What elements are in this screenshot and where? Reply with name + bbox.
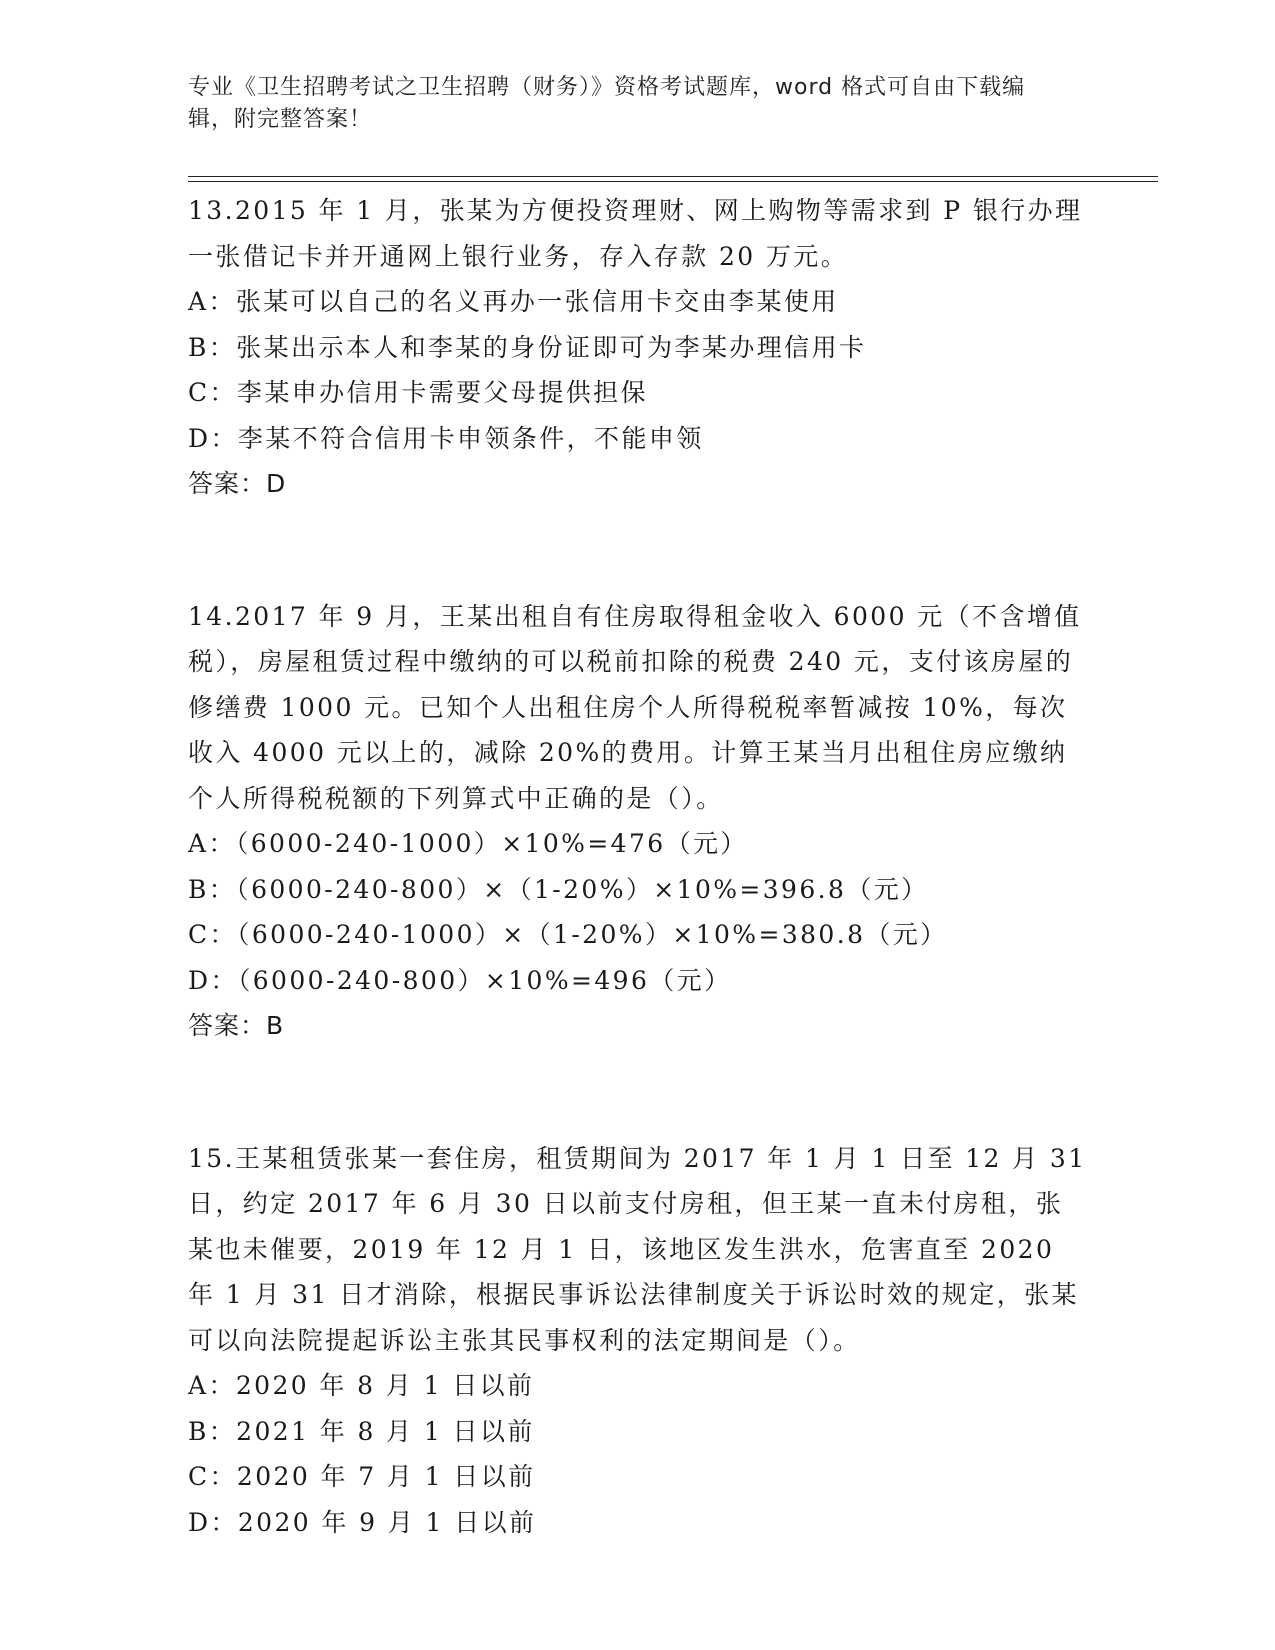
answer-line: 答案：B (188, 1011, 285, 1040)
question-spacer (188, 507, 1088, 594)
question-15 (188, 1136, 1088, 1546)
option-b: B：张某出示本人和李某的身份证即可为李某办理信用卡 (188, 332, 867, 362)
header-divider (188, 176, 1158, 182)
page-header (188, 72, 1068, 136)
header-text: 专业《卫生招聘考试之卫生招聘（财务）》资格考试题库，word 格式可自由下载编辑，附完整答案！ (188, 75, 1026, 132)
option-c: C：李某申办信用卡需要父母提供担保 (188, 378, 648, 407)
question-spacer (188, 1049, 1088, 1136)
answer-line: 答案：D (188, 469, 287, 498)
option-a: A：2020 年 8 月 1 日以前 (188, 1371, 535, 1400)
question-14 (188, 594, 1088, 1049)
option-d: D：李某不符合信用卡申领条件，不能申领 (188, 423, 704, 453)
option-a: A：张某可以自己的名义再办一张信用卡交由李某使用 (188, 287, 839, 316)
question-stem: 13.2015 年 1 月，张某为方便投资理财、网上购物等需求到 P 银行办理一张借记卡并开通网上银行业务，存入存款 20 万元。 (188, 196, 1083, 271)
question-stem: 15.王某租赁张某一套住房，租赁期间为 2017 年 1 月 1 日至 12 月 31 日，约定 2017 年 6 月 30 日以前支付房租，但王某一直未付房租，张某也未催要，2019 年 12 月 1 日，该地区发生洪水，危害直至 2020 年 1 月 31 日才消除，根据民事诉讼法律制度关于诉讼时效的规定，张某可以向法院提起诉讼主张其民事权利的法定期间是（）。 (188, 1143, 1087, 1355)
option-d: D：（6000-240-800）×10%=496（元） (188, 965, 732, 995)
option-b: B：2021 年 8 月 1 日以前 (188, 1416, 535, 1446)
question-stem: 14.2017 年 9 月，王某出租自有住房取得租金收入 6000 元（不含增值税），房屋租赁过程中缴纳的可以税前扣除的税费 240 元，支付该房屋的修缮费 1000 元。已知个人出租住房个人所得税税率暂减按 10%，每次收入 4000 元以上的，减除 20%的费用。计算王某当月出租住房应缴纳个人所得税税额的下列算式中正确的是（）。 (188, 601, 1082, 813)
question-13 (188, 188, 1088, 507)
option-c: C：2020 年 7 月 1 日以前 (188, 1462, 536, 1491)
option-d: D：2020 年 9 月 1 日以前 (188, 1507, 537, 1537)
option-a: A：（6000-240-1000）×10%=476（元） (188, 829, 748, 858)
option-b: B：（6000-240-800）×（1-20%）×10%=396.8（元） (188, 874, 929, 904)
option-c: C：（6000-240-1000）×（1-20%）×10%=380.8（元） (188, 920, 948, 949)
question-list (188, 188, 1088, 1545)
